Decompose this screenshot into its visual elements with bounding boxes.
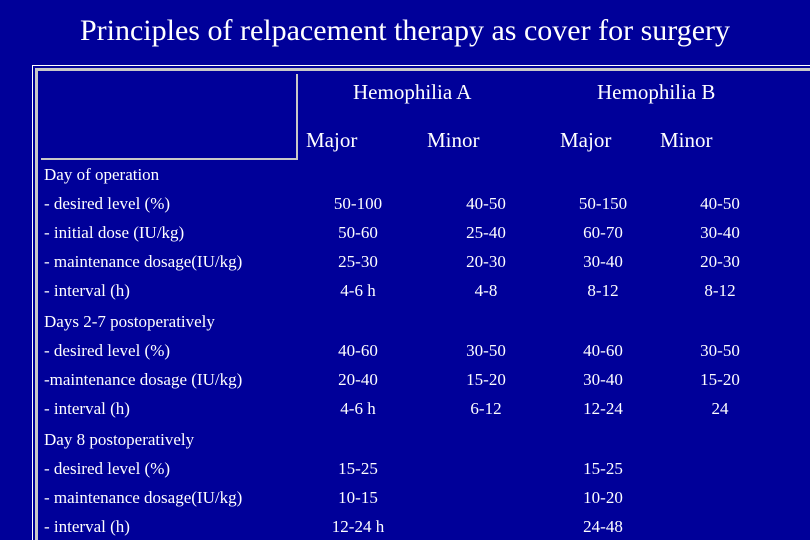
header-hemophilia-a: Hemophilia A <box>353 80 472 104</box>
cell-b-major: 50-150 <box>578 194 628 213</box>
cell-a-minor: 15-20 <box>466 370 506 389</box>
cell-a-major: 4-6 h <box>340 281 376 300</box>
cell-a-minor: 30-50 <box>466 341 506 360</box>
header-b-major: Major <box>560 128 612 152</box>
cell-b-minor: 40-50 <box>700 194 740 213</box>
row-label: - desired level (%) <box>44 341 171 360</box>
row-label: - desired level (%) <box>44 459 171 478</box>
section-heading: Day of operation <box>44 165 160 184</box>
row-label: -maintenance dosage (IU/kg) <box>44 370 243 389</box>
cell-a-major: 12-24 h <box>331 517 385 536</box>
header-a-minor: Minor <box>427 128 480 152</box>
cell-b-minor: 8-12 <box>704 281 736 300</box>
header-b-minor: Minor <box>660 128 713 152</box>
slide-title: Principles of relpacement therapy as cover for surgery <box>79 14 731 47</box>
cell-b-major: 40-60 <box>583 341 623 360</box>
row-label: - initial dose (IU/kg) <box>44 223 185 242</box>
header-corner-box <box>41 74 298 160</box>
cell-a-major: 40-60 <box>338 341 378 360</box>
row-label: - maintenance dosage(IU/kg) <box>44 488 243 507</box>
section-heading: Day 8 postoperatively <box>44 430 195 449</box>
header-a-major: Major <box>306 128 358 152</box>
cell-a-minor: 25-40 <box>466 223 506 242</box>
cell-b-minor: 15-20 <box>700 370 740 389</box>
cell-b-major: 12-24 <box>583 399 623 418</box>
cell-a-minor: 40-50 <box>466 194 506 213</box>
cell-b-major: 10-20 <box>583 488 623 507</box>
cell-a-major: 15-25 <box>338 459 378 478</box>
cell-a-minor: 6-12 <box>470 399 502 418</box>
cell-b-major: 60-70 <box>583 223 623 242</box>
cell-a-minor: 4-8 <box>474 281 498 300</box>
cell-b-major: 24-48 <box>583 517 623 536</box>
cell-a-major: 10-15 <box>338 488 378 507</box>
cell-a-major: 4-6 h <box>340 399 376 418</box>
cell-a-major: 25-30 <box>338 252 378 271</box>
header-hemophilia-b: Hemophilia B <box>597 80 716 104</box>
cell-a-major: 50-60 <box>338 223 378 242</box>
cell-b-minor: 30-40 <box>700 223 740 242</box>
row-label: - maintenance dosage(IU/kg) <box>44 252 243 271</box>
cell-b-major: 30-40 <box>583 252 623 271</box>
cell-a-major: 50-100 <box>333 194 383 213</box>
cell-b-minor: 24 <box>711 399 729 418</box>
row-label: - desired level (%) <box>44 194 171 213</box>
cell-b-major: 30-40 <box>583 370 623 389</box>
cell-a-major: 20-40 <box>338 370 378 389</box>
row-label: - interval (h) <box>44 281 130 300</box>
cell-b-minor: 20-30 <box>700 252 740 271</box>
row-label: - interval (h) <box>44 399 130 418</box>
cell-b-minor: 30-50 <box>700 341 740 360</box>
row-label: - interval (h) <box>44 517 130 536</box>
cell-a-minor: 20-30 <box>466 252 506 271</box>
cell-b-major: 15-25 <box>583 459 623 478</box>
cell-b-major: 8-12 <box>587 281 619 300</box>
section-heading: Days 2-7 postoperatively <box>44 312 215 331</box>
